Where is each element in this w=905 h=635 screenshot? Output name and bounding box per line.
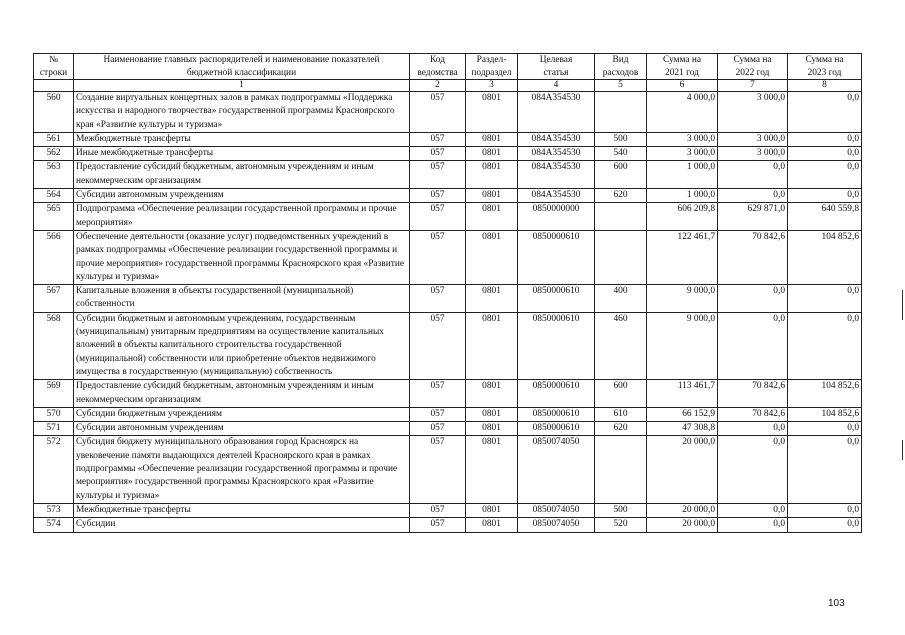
expense-type — [595, 436, 647, 503]
sum-2023: 0,0 — [788, 436, 862, 503]
header-expense-type: Вид расходов — [595, 54, 647, 80]
target-item: 0850000610 — [518, 422, 595, 436]
column-number-row — [34, 80, 862, 92]
dept-code: 057 — [410, 203, 466, 231]
row-number: 572 — [34, 436, 74, 503]
table-row — [34, 380, 862, 408]
table-row — [34, 518, 862, 532]
sum-2021: 113 461,7 — [647, 380, 718, 408]
row-name: Субсидии автономным учреждениям — [74, 422, 410, 436]
table-body — [34, 92, 862, 533]
sum-2023: 0,0 — [788, 285, 862, 313]
sum-2023: 640 559,8 — [788, 203, 862, 231]
scan-edge-mark — [902, 290, 903, 320]
row-number: 571 — [34, 422, 74, 436]
dept-code: 057 — [410, 230, 466, 284]
table-row — [34, 407, 862, 421]
row-number: 561 — [34, 132, 74, 146]
row-number: 562 — [34, 147, 74, 161]
table-row — [34, 230, 862, 284]
section-code: 0801 — [466, 407, 518, 421]
dept-code: 057 — [410, 518, 466, 532]
section-code: 0801 — [466, 230, 518, 284]
sum-2021: 20 000,0 — [647, 518, 718, 532]
page-number: 103 — [828, 598, 845, 609]
sum-2022: 0,0 — [718, 161, 788, 189]
sum-2021: 1 000,0 — [647, 161, 718, 189]
row-number: 565 — [34, 203, 74, 231]
row-name: Предоставление субсидий бюджетным, автономным учреждениям и иным некоммерческим организациям — [74, 380, 410, 408]
sum-2023: 0,0 — [788, 161, 862, 189]
dept-code: 057 — [410, 422, 466, 436]
sum-2022: 0,0 — [718, 518, 788, 532]
dept-code: 057 — [410, 92, 466, 133]
sum-2021: 122 461,7 — [647, 230, 718, 284]
section-code: 0801 — [466, 422, 518, 436]
sum-2023: 104 852,6 — [788, 230, 862, 284]
sum-2021: 20 000,0 — [647, 436, 718, 503]
sum-2021: 3 000,0 — [647, 132, 718, 146]
row-name: Субсидии бюджетным учреждениям — [74, 407, 410, 421]
sum-2021: 47 308,8 — [647, 422, 718, 436]
sum-2023: 0,0 — [788, 189, 862, 203]
table-row — [34, 312, 862, 379]
row-number: 570 — [34, 407, 74, 421]
section-code: 0801 — [466, 503, 518, 517]
column-number-blank — [34, 80, 74, 92]
section-code: 0801 — [466, 189, 518, 203]
sum-2021: 9 000,0 — [647, 312, 718, 379]
row-name: Подпрограмма «Обеспечение реализации государственной программы и прочие мероприятия» — [74, 203, 410, 231]
column-number: 4 — [518, 80, 595, 92]
row-name: Капитальные вложения в объекты государственной (муниципальной) собственности — [74, 285, 410, 313]
column-number: 3 — [466, 80, 518, 92]
sum-2021: 20 000,0 — [647, 503, 718, 517]
expense-type: 500 — [595, 132, 647, 146]
row-number: 560 — [34, 92, 74, 133]
sum-2022: 3 000,0 — [718, 147, 788, 161]
column-number: 6 — [647, 80, 718, 92]
sum-2021: 606 209,8 — [647, 203, 718, 231]
expense-type — [595, 92, 647, 133]
sum-2022: 70 842,6 — [718, 380, 788, 408]
sum-2022: 0,0 — [718, 285, 788, 313]
table-row — [34, 147, 862, 161]
sum-2023: 0,0 — [788, 518, 862, 532]
header-dept-code: Код ведомства — [410, 54, 466, 80]
dept-code: 057 — [410, 407, 466, 421]
sum-2023: 104 852,6 — [788, 380, 862, 408]
section-code: 0801 — [466, 161, 518, 189]
row-number: 573 — [34, 503, 74, 517]
expense-type: 520 — [595, 518, 647, 532]
table-row — [34, 161, 862, 189]
sum-2022: 3 000,0 — [718, 132, 788, 146]
sum-2022: 3 000,0 — [718, 92, 788, 133]
sum-2022: 629 871,0 — [718, 203, 788, 231]
sum-2022: 0,0 — [718, 189, 788, 203]
header-row — [34, 54, 862, 80]
sum-2023: 0,0 — [788, 422, 862, 436]
sum-2022: 0,0 — [718, 422, 788, 436]
table-row — [34, 285, 862, 313]
sum-2023: 104 852,6 — [788, 407, 862, 421]
sum-2021: 3 000,0 — [647, 147, 718, 161]
sum-2023: 0,0 — [788, 92, 862, 133]
header-row-number: № строки — [34, 54, 74, 80]
sum-2022: 0,0 — [718, 436, 788, 503]
budget-table — [33, 53, 862, 533]
sum-2023: 0,0 — [788, 503, 862, 517]
target-item: 084A354530 — [518, 92, 595, 133]
row-number: 566 — [34, 230, 74, 284]
row-name: Межбюджетные трансферты — [74, 503, 410, 517]
row-number: 563 — [34, 161, 74, 189]
sum-2023: 0,0 — [788, 147, 862, 161]
row-name: Субсидии автономным учреждениям — [74, 189, 410, 203]
column-number: 7 — [718, 80, 788, 92]
target-item: 0850000610 — [518, 230, 595, 284]
sum-2022: 70 842,6 — [718, 407, 788, 421]
row-number: 574 — [34, 518, 74, 532]
row-number: 568 — [34, 312, 74, 379]
table-row — [34, 132, 862, 146]
target-item: 0850074050 — [518, 518, 595, 532]
section-code: 0801 — [466, 380, 518, 408]
target-item: 0850000610 — [518, 285, 595, 313]
sum-2023: 0,0 — [788, 132, 862, 146]
header-sum-2023: Сумма на 2023 год — [788, 54, 862, 80]
target-item: 0850000000 — [518, 203, 595, 231]
dept-code: 057 — [410, 380, 466, 408]
row-number: 564 — [34, 189, 74, 203]
expense-type: 540 — [595, 147, 647, 161]
sum-2023: 0,0 — [788, 312, 862, 379]
column-number: 8 — [788, 80, 862, 92]
expense-type — [595, 230, 647, 284]
section-code: 0801 — [466, 92, 518, 133]
header-sum-2021: Сумма на 2021 год — [647, 54, 718, 80]
expense-type: 620 — [595, 189, 647, 203]
target-item: 084A354530 — [518, 147, 595, 161]
expense-type — [595, 203, 647, 231]
expense-type: 400 — [595, 285, 647, 313]
table-row — [34, 203, 862, 231]
dept-code: 057 — [410, 503, 466, 517]
row-name: Межбюджетные трансферты — [74, 132, 410, 146]
header-section: Раздел- подраздел — [466, 54, 518, 80]
sum-2022: 0,0 — [718, 312, 788, 379]
expense-type: 600 — [595, 161, 647, 189]
dept-code: 057 — [410, 132, 466, 146]
column-number: 5 — [595, 80, 647, 92]
expense-type: 500 — [595, 503, 647, 517]
target-item: 0850000610 — [518, 407, 595, 421]
row-name: Субсидии бюджетным и автономным учреждениям, государственным (муниципальным) унитарным предприятиям на осуществление капитальных вложений в объекты капитального строительства государственной (муниципальной) собственности или приобретение объектов недвижимого имущества в государственную (муниципальную) собственность — [74, 312, 410, 379]
row-name: Предоставление субсидий бюджетным, автономным учреждениям и иным некоммерческим организациям — [74, 161, 410, 189]
table-row — [34, 92, 862, 133]
row-name: Обеспечение деятельности (оказание услуг) подведомственных учреждений в рамках подпрограммы «Обеспечение реализации государственной программы и прочие мероприятия» государственной программы Красноярского края «Развитие культуры и туризма» — [74, 230, 410, 284]
header-name: Наименование главных распорядителей и наименование показателей бюджетной классификации — [74, 54, 410, 80]
dept-code: 057 — [410, 147, 466, 161]
dept-code: 057 — [410, 189, 466, 203]
row-name: Иные межбюджетные трансферты — [74, 147, 410, 161]
table-row — [34, 189, 862, 203]
dept-code: 057 — [410, 436, 466, 503]
sum-2021: 4 000,0 — [647, 92, 718, 133]
header-target-item: Целевая статья — [518, 54, 595, 80]
expense-type: 610 — [595, 407, 647, 421]
dept-code: 057 — [410, 285, 466, 313]
section-code: 0801 — [466, 147, 518, 161]
target-item: 084A354530 — [518, 161, 595, 189]
column-number: 2 — [410, 80, 466, 92]
dept-code: 057 — [410, 312, 466, 379]
row-name: Субсидия бюджету муниципального образования город Красноярск на увековечение памяти выдающихся деятелей Красноярского края в рамках подпрограммы «Обеспечение реализации государственной программы и прочие мероприятия» государственной программы Красноярского края «Развитие культуры и туризма» — [74, 436, 410, 503]
table-row — [34, 503, 862, 517]
column-number: 1 — [74, 80, 410, 92]
table-row — [34, 422, 862, 436]
row-name: Субсидии — [74, 518, 410, 532]
row-number: 567 — [34, 285, 74, 313]
scan-edge-mark — [902, 440, 903, 460]
sum-2021: 1 000,0 — [647, 189, 718, 203]
target-item: 0850074050 — [518, 436, 595, 503]
row-name: Создание виртуальных концертных залов в рамках подпрограммы «Поддержка искусства и народного творчества» государственной программы Красноярского края «Развитие культуры и туризма» — [74, 92, 410, 133]
section-code: 0801 — [466, 203, 518, 231]
dept-code: 057 — [410, 161, 466, 189]
sum-2022: 0,0 — [718, 503, 788, 517]
section-code: 0801 — [466, 285, 518, 313]
section-code: 0801 — [466, 518, 518, 532]
target-item: 0850074050 — [518, 503, 595, 517]
expense-type: 460 — [595, 312, 647, 379]
section-code: 0801 — [466, 436, 518, 503]
table-row — [34, 436, 862, 503]
row-number: 569 — [34, 380, 74, 408]
header-sum-2022: Сумма на 2022 год — [718, 54, 788, 80]
target-item: 084A354530 — [518, 189, 595, 203]
expense-type: 600 — [595, 380, 647, 408]
expense-type: 620 — [595, 422, 647, 436]
section-code: 0801 — [466, 312, 518, 379]
target-item: 0850000610 — [518, 312, 595, 379]
target-item: 0850000610 — [518, 380, 595, 408]
target-item: 084A354530 — [518, 132, 595, 146]
section-code: 0801 — [466, 132, 518, 146]
sum-2021: 66 152,9 — [647, 407, 718, 421]
sum-2022: 70 842,6 — [718, 230, 788, 284]
sum-2021: 9 000,0 — [647, 285, 718, 313]
